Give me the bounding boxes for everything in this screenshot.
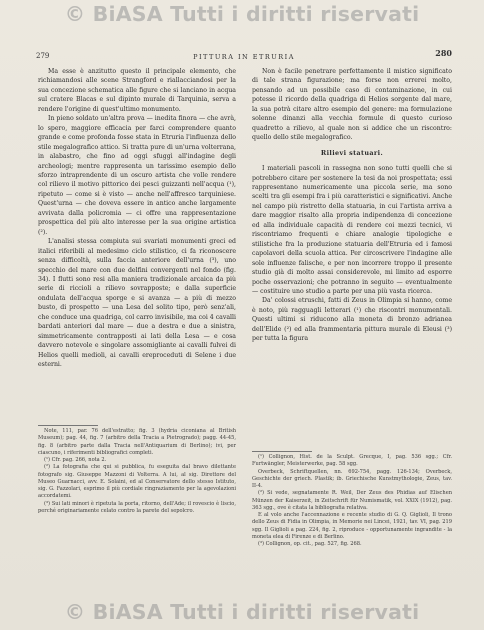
right-column	[252, 67, 452, 344]
watermark-top: © BiASA Tutti i diritti riservati	[64, 2, 420, 26]
running-title: PITTURA IN ETRURIA	[193, 53, 295, 61]
section-title: Rilievi statuari.	[320, 148, 384, 157]
watermark-bottom: © BiASA Tutti i diritti riservati	[64, 600, 420, 624]
right-paragraph: Da' colossi etruschi, fatti di Zeus in Olimpia si hanno, come è noto, più ragguagli letterari (¹) che riscontri monumentali. Questi ultimi si riducono alla moneta di bronzo adrianea dell'Elide (²) ed alla frammentaria pittura murale di Eleusi (³) per tutta la figura	[252, 297, 452, 343]
footnote-rule-right	[252, 451, 312, 452]
footnotes-right	[252, 454, 452, 548]
running-head	[36, 48, 452, 64]
right-paragraph: Non è facile penetrare perfettamente il mistico significato di tale strana figurazione; ma forse non errerei molto, pensando ad un possibile caso di contaminazione, in cui potesse il ricordo della quadriga di Helios sorgente dal mare, la sua potrà citare altro esempio del genere: ma formulazione solenne dinanzi alla vecchia formule di questo curioso quadretto a rilievo, al quale non si addice che un riscontro: quello dello stile megalografico.	[252, 68, 452, 142]
footnote: (¹) Cfr. pag. 266, nota 2.	[44, 457, 107, 463]
footnote: E al volo anche l'accennazione e recente studio di G. Q. Giglioli, Il trono dello Zeus di Fidia in Olimpia, in Memorie nei Lincei, 1921, tav. VI, pag. 219 sgg. Il Giglioli a pag. 224, fig. 2, riproduce - opportunamente ingrandite - la moneta elea di Firenze e di Berlino.	[252, 512, 452, 540]
footnote: Note, 111, par. 76 dell'estratto; fig. 3 (hydria ciconiana al British Museum); pag. 44, fig. 7 (arbitro della Tracia a Pietrogrado); pagg. 44-45, fig. 8 (arbitro parte dalla Tracia nell'Antiquarium di Berlino); ivi, per ciascuno, i riferimenti bibliografici completi.	[38, 428, 236, 456]
left-column	[38, 67, 236, 370]
footnote: (³) Collignon, op. cit., pag. 527, fig. 268.	[258, 541, 362, 547]
footnote: (¹) Collignon, Hist. de la Sculpt. Grecque, I, pag. 536 sgg.; Cfr. Furtwängler, Meisterwerke, pag. 58 sgg.	[252, 454, 452, 468]
footnote: Overbeck, Schriftquellen, nn. 692-754, pagg. 126-134; Overbeck, Geschichte der griech. Plastik; ib. Griechische Kunstmythologie, Zeus, tav. II-4.	[252, 468, 452, 489]
footnote: (²) La fotografia che qui si pubblica, fu eseguita dal bravo dilettante fotografo sig. Giuseppe Mazzoni di Volterra. A lui, al sig. Direttore del Museo Guarnacci, avv. E. Solaini, ed al Conservatore dello stesso Istituto, sig. G. Fazzolari, esprimo il più cordiale ringraziamento per la agevolazioni accordatemi.	[38, 464, 236, 500]
left-paragraph: In pieno soldato un'altra prova — inedita finora — che avrà, lo spero, maggiore efficacia per farci comprendere quanto grande e come profonda fosse stata in Etruria l'influenza dello stile megalografico attico. Si tratta pure di un'urna volterrana, in alabastro, che fino ad oggi sfuggì all'indagine degli archeologi; mentre rappresenta un tarissimo esempio dello sforzo intraprendente di un oscuro artista che volle rendere col rilievo il motivo pittorico dei pesci guizzanti nell'acqua (¹), ripetuto — come si è visto — anche nell'affresco tarquiniese. Quest'urna — che doveva essere in antico anche largamente avvivata dalla policromia — ci offre una rappresentazione prospettica del più alto interesse per la sua origine artistica (²).	[38, 115, 236, 236]
page-number-left: 279	[36, 52, 50, 60]
left-paragraph: Ma esse è anzitutto questo il principale elemento, che richiamandosi alle scene Strangford e riallacciandosi per la sua concezione schematica alle figure che si lanciano in acqua sul cratere Blacas e sul dipinto murale di Tarquinia, serva a rendere l'origine di quest'ultimo monumento.	[38, 68, 236, 113]
left-paragraph: L'analisi stessa compiuta sui svariati monumenti greci ed italici riferibili al medesimo ciclo stilistico, ci fa riconoscere senza difficoltà, sulla faccia anteriore dell'urna (³), uno specchio del mare con due delfini convergenti nel fondo (fig. 34). I flutti sono resi alla maniera tradizionale arcaica da più serie di riccioli a rilievo sovrapposte; e dalla superficie ondulata dell'acqua sporge e si avanza — a più di mezzo busto, di prospetto — una Lesa del solito tipo, però senz'ali, che conduce una quadriga, col carro invisibile, ma coi 4 cavalli bardati anteriori dal mare — due a destra e due a sinistra, simmetricamente contrapposti ai lati della Lesa — e cosa davvero notevole e singolare assomigliante ai cavalli fulvei di Helios quelli medioli, ai cavalli ereproceduti di Selene i due esterni.	[38, 238, 236, 369]
footnote-rule-left	[38, 425, 98, 426]
footnote: (²) Si vede, segnatamente R. Weil, Der Zeus des Phidias auf Elischen Münzen der Kaiserzeit, in Zeitschrift für Numismatik, vol. XXIX (1912), pag. 363 sgg., ove è citata la bibliografia relativa.	[252, 490, 452, 511]
page-number-right: 280	[435, 48, 452, 58]
footnotes-left	[38, 428, 236, 515]
right-paragraph: I materiali pascoli in rassegna non sono tutti quelli che si potrebbero citare per sostenere la tesi da noi prospettata; essi rappresentano numericamente una piccola serie, ma sono scelti tra gli esempi fra i più caratteristici e significativi. Anche nel campo più ristretto della statuaria, in cui l'artista arriva a dare maggior risalto alla propria indipendenza di concezione ed alla individuale capacità di rendere coi mezzi tecnici, vi riscontriamo frequenti e chiare analogie tipologiche e stilistiche fra la produzione statuaria dell'Etruria ed i famosi capolavori della scuola attica. Per circoscrivere l'indagine alle sole influenze falische, e per non incorrere troppo il presente studio già di molto assai considerevole, mi limito ad esporre poche osservazioni; che potranno in seguito — eventualmente — costituire uno studio a parte per una più vasta ricerca.	[252, 165, 452, 295]
footnote: (³) Sui lati minori è ripetuta la porta, ritorno, dell'Ade; il rovescio è liscio, perché originariamente celato contro la parete del sepolcro.	[38, 500, 236, 514]
